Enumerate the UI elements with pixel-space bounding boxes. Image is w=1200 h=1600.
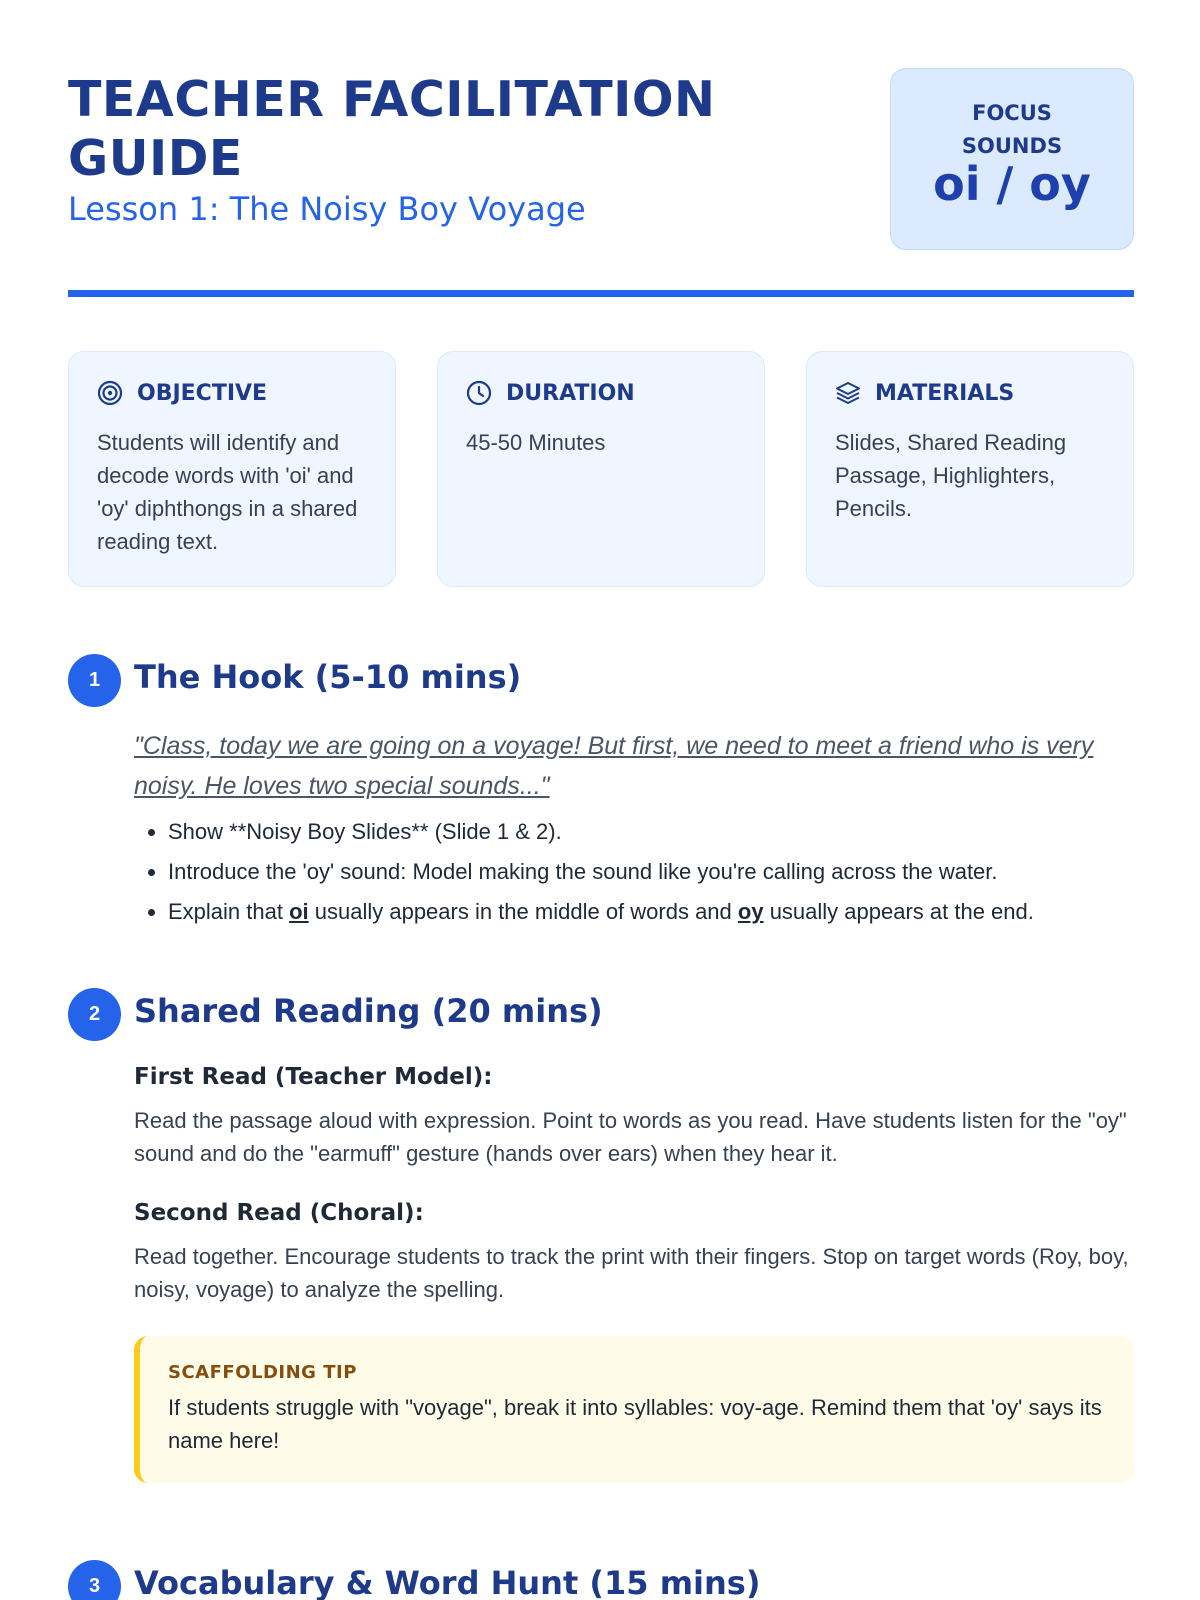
tip-text: If students struggle with "voyage", break it into syllables: voy-age. Remind them that 'oy' says its name here!	[168, 1395, 1102, 1453]
second-read-heading: Second Read (Choral):	[134, 1200, 424, 1226]
header-divider	[68, 290, 1134, 297]
card-title: DURATION	[506, 380, 635, 406]
header	[68, 66, 1134, 252]
card-title: MATERIALS	[875, 380, 1015, 406]
first-read-text: Read the passage aloud with expression. Point to words as you read. Have students listen for the "oy" sound and do the "earmuff" gesture (hands over ears) when they hear it.	[134, 1108, 1127, 1166]
clock-icon	[466, 380, 492, 406]
first-read-heading: First Read (Teacher Model):	[134, 1064, 493, 1090]
tip-label: SCAFFOLDING TIP	[168, 1362, 357, 1383]
section-number: 1	[68, 654, 121, 707]
list-item	[168, 892, 1134, 932]
card-body: 45-50 Minutes	[466, 430, 606, 455]
section-title: Shared Reading (20 mins)	[134, 992, 603, 1030]
list-item: • Show **Noisy Boy Slides** (Slide 1 & 2).	[168, 812, 1134, 852]
keyword-oi: oi	[289, 899, 309, 924]
focus-sounds-box	[890, 68, 1134, 250]
section-title: The Hook (5-10 mins)	[134, 658, 522, 696]
bullet-text: usually appears in the middle of words and	[308, 899, 738, 924]
focus-label: FOCUS SOUNDS	[961, 101, 1063, 158]
bullet-text: Explain that	[168, 899, 290, 924]
bullet-text: usually appears at the end.	[763, 899, 1034, 924]
section-hook	[68, 654, 1134, 932]
second-read-text: Read together. Encourage students to track the print with their fingers. Stop on target words (Roy, boy, noisy, voyage) to analyze the spelling.	[134, 1244, 1129, 1302]
lesson-subtitle: Lesson 1: The Noisy Boy Voyage	[68, 190, 586, 228]
materials-card	[806, 351, 1134, 587]
section-number: 3	[68, 1560, 121, 1600]
duration-card	[437, 351, 765, 587]
guide-page	[68, 0, 1134, 1600]
card-body: Students will identify and decode words with 'oi' and 'oy' diphthongs in a shared reading text.	[97, 430, 358, 554]
section-title: Vocabulary & Word Hunt (15 mins)	[134, 1564, 761, 1600]
list-item: • Introduce the 'oy' sound: Model making the sound like you're calling across the water.	[168, 852, 1134, 892]
layers-icon	[835, 380, 861, 406]
hook-steps	[134, 812, 1134, 932]
section-shared-reading	[68, 988, 1134, 1483]
card-title: OBJECTIVE	[137, 380, 268, 406]
objective-card	[68, 351, 396, 587]
target-icon	[97, 380, 123, 406]
page-title: TEACHER FACILITATION GUIDE	[68, 71, 716, 187]
teacher-script-quote: "Class, today we are going on a voyage! But first, we need to meet a friend who is very noisy. He loves two special sounds..."	[134, 732, 1094, 800]
scaffolding-tip	[134, 1336, 1134, 1483]
focus-sounds-value: oi / oy	[933, 157, 1091, 211]
info-cards	[68, 351, 1134, 587]
section-number: 2	[68, 988, 121, 1041]
card-body: Slides, Shared Reading Passage, Highlighters, Pencils.	[835, 430, 1067, 521]
keyword-oy: oy	[737, 899, 764, 924]
section-vocabulary	[68, 1560, 1134, 1600]
